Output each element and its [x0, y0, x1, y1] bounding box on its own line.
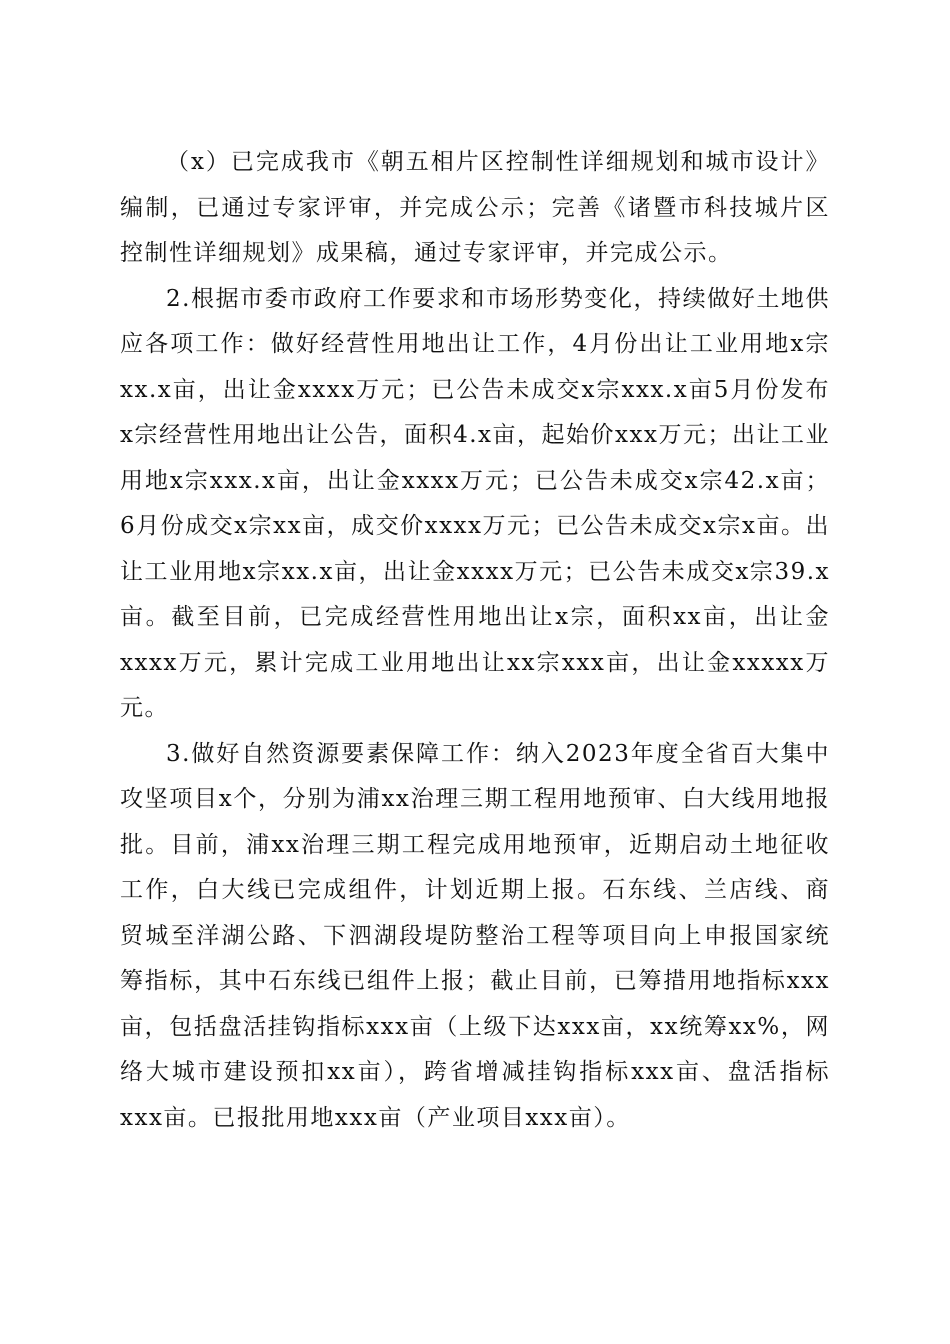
paragraph-planning: （x）已完成我市《朝五相片区控制性详细规划和城市设计》编制，已通过专家评审，并完成公示；完善《诸暨市科技城片区控制性详细规划》成果稿，通过专家评审，并完成公示。 — [120, 149, 830, 266]
paragraph-land-supply: 2.根据市委市政府工作要求和市场形势变化，持续做好土地供应各项工作：做好经营性用地出让工作，4月份出让工业用地x宗xx.x亩，出让金xxxx万元；已公告未成交x宗xxx.x亩5月份发布x宗经营性用地出让公告，面积4.x亩，起始价xxx万元；出让工业用地x宗xxx.x亩，出让金xxxx万元；已公告未成交x宗42.x亩；6月份成交x宗xx亩，成交价xxxx万元；已公告未成交x宗x亩。出让工业用地x宗xx.x亩，出让金xxxx万元；已公告未成交x宗39.x亩。截至目前，已完成经营性用地出让x宗，面积xx亩，出让金xxxx万元，累计完成工业用地出让xx宗xxx亩，出让金xxxxx万元。 — [120, 285, 830, 721]
document-body — [120, 140, 830, 1141]
paragraph-resource-guarantee: 3.做好自然资源要素保障工作：纳入2023年度全省百大集中攻坚项目x个，分别为浦xx治理三期工程用地预审、白大线用地报批。目前，浦xx治理三期工程完成用地预审，近期启动土地征收工作，白大线已完成组件，计划近期上报。石东线、兰店线、商贸城至洋湖公路、下泗湖段堤防整治工程等项目向上申报国家统筹指标，其中石东线已组件上报；截止目前，已筹措用地指标xxx亩，包括盘活挂钩指标xxx亩（上级下达xxx亩，xx统筹xx%，网络大城市建设预扣xx亩），跨省增减挂钩指标xxx亩、盘活指标xxx亩。已报批用地xxx亩（产业项目xxx亩）。 — [120, 740, 830, 1131]
